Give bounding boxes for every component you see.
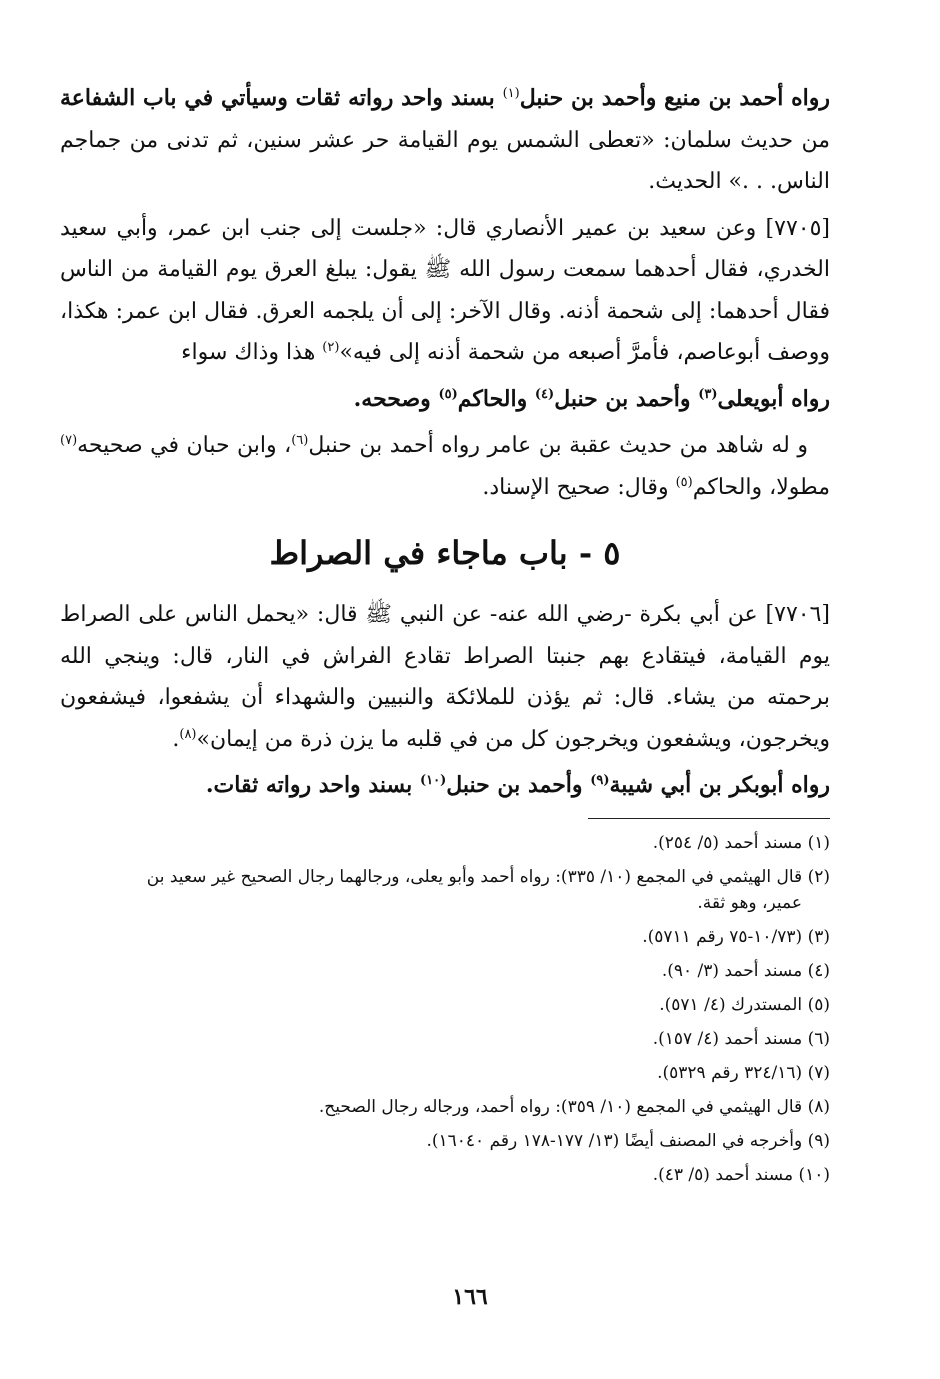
footnote-number: (٦): [807, 1029, 830, 1049]
footnote-text: المستدرك (٤/ ٥٧١).: [659, 995, 808, 1015]
hadith-7706: [60, 594, 830, 760]
footnote-ref[interactable]: (٢): [322, 340, 340, 355]
footnote-text: وأخرجه في المصنف أيضًا (١٣/ ١٧٧-١٧٨ رقم ١٦٠٤٠).: [426, 1131, 808, 1151]
footnote-text: مسند أحمد (٣/ ٩٠).: [661, 961, 808, 981]
bold-text: والحاكم: [457, 385, 535, 412]
paragraph-attribution-3: [60, 765, 830, 807]
footnote-ref[interactable]: (٣): [698, 386, 718, 402]
text: .: [172, 726, 180, 752]
footnote-ref[interactable]: (٥): [438, 386, 458, 402]
footnote-text: قال الهيثمي في المجمع (١٠/ ٣٥٩): رواه أحمد، ورجاله رجال الصحيح.: [318, 1097, 808, 1117]
footnote-number: (٣): [807, 927, 830, 947]
footnote-number: (٥): [807, 995, 830, 1015]
footnote-5: [60, 992, 830, 1018]
text: و له شاهد من حديث عقبة بن عامر رواه أحمد بن حنبل: [308, 433, 808, 458]
text: من حديث سلمان: «تعطى الشمس يوم القيامة حر عشر سنين، ثم تدنى من جماجم الناس. . .» الحديث.: [60, 127, 830, 194]
bold-text: رواه أبوبكر بن أبي شيبة: [609, 772, 830, 798]
text: عن أبي بكرة -رضي الله عنه- عن النبي ﷺ قال: «يحمل الناس على الصراط يوم القيامة، فيتقادع بهم جنبتا الصراط تقادع الفراش في النار، قال: وينجي الله برحمته من يشاء. قال: ثم يؤذن للملائكة والنبيين والشهداء أن يشفعوا، فيشفعون ويخرجون، ويشفعون ويخرجون كل من في قلبه ما يزن ذرة من إيمان»: [60, 602, 830, 752]
footnotes: [60, 830, 830, 1196]
footnote-text: مسند أحمد (٤/ ١٥٧).: [652, 1029, 808, 1049]
footnote-number: (١٠): [798, 1165, 830, 1185]
footnote-text: (١٠/٧٣-٧٥ رقم ٥٧١١).: [642, 927, 808, 947]
chapter-heading: ٥ - باب ماجاء في الصراط: [269, 534, 621, 572]
footnote-text-continued: عمير، وهو ثقة.: [697, 893, 802, 913]
footnote-number: (٢): [807, 867, 830, 887]
text: وقال: صحيح الإسناد.: [482, 474, 676, 500]
footnote-3: [60, 924, 830, 950]
footnote-6: [60, 1026, 830, 1052]
footnote-ref[interactable]: (٦): [291, 433, 309, 448]
bold-text: وأحمد بن حنبل: [554, 385, 699, 412]
paragraph-attribution-1: [60, 78, 830, 203]
hadith-number: [٧٧٠٦]: [765, 602, 830, 627]
footnote-ref[interactable]: (٥): [675, 474, 693, 490]
footnote-4: [60, 958, 830, 984]
page-number: ١٦٦: [452, 1284, 488, 1310]
footnote-text: مسند أحمد (٥/ ٤٣).: [652, 1165, 799, 1185]
paragraph-attribution-2: [60, 379, 830, 421]
footnote-ref[interactable]: (٤): [534, 386, 555, 402]
bold-text: بسند واحد رواته ثقات وسيأتي في باب الشفاعة: [60, 85, 503, 111]
footnote-number: (٩): [807, 1131, 830, 1151]
hadith-number: [٧٧٠٥]: [765, 215, 830, 241]
bold-text: وأحمد بن حنبل: [446, 772, 591, 798]
footnote-1: [60, 830, 830, 856]
footnote-number: (٧): [807, 1063, 830, 1083]
footnote-ref[interactable]: (٧): [60, 433, 78, 448]
paragraph-witness: [60, 425, 830, 508]
footnote-ref[interactable]: (١): [502, 86, 520, 101]
footnote-8: [60, 1094, 830, 1120]
footnote-7: [60, 1060, 830, 1086]
footnote-10: [60, 1162, 830, 1188]
footnote-2: [60, 864, 830, 916]
footnote-9: [60, 1128, 830, 1154]
text: مطولا، والحاكم: [692, 474, 830, 500]
text: هذا وذاك سواء: [181, 340, 323, 365]
hadith-7705: [60, 208, 830, 374]
text: ، وابن حبان في صحيحه: [77, 433, 292, 458]
footnote-number: (٤): [807, 961, 830, 981]
footnote-number: (٨): [807, 1097, 830, 1117]
footnote-text: قال الهيثمي في المجمع (١٠/ ٣٣٥): رواه أحمد وأبو يعلى، ورجالهما رجال الصحيح غير سعيد بن: [146, 867, 808, 887]
text: وعن سعيد بن عمير الأنصاري قال: «جلست إلى جنب ابن عمر، وأبي سعيد الخدري، فقال أحدهما سمعت رسول الله ﷺ يقول: يبلغ العرق يوم القيامة من الناس فقال أحدهما: إلى شحمة أذنه. وقال الآخر: إلى أن يلجمه العرق. فقال ابن عمر: هكذا، ووصف أبوعاصم، فأمرَّ أصبعه من شحمة أذنه إلى فيه»: [60, 215, 830, 365]
footnote-text: مسند أحمد (٥/ ٢٥٤).: [652, 833, 808, 853]
main-text: [60, 78, 830, 807]
footnote-number: (١): [807, 833, 830, 853]
bold-text: رواه أبويعلى: [717, 385, 830, 412]
footnote-ref[interactable]: (٨): [179, 726, 197, 742]
bold-text: رواه أحمد بن منيع وأحمد بن حنبل: [519, 85, 831, 111]
footnote-divider: [588, 818, 830, 819]
bold-text: وصححه.: [353, 385, 439, 412]
bold-text: بسند واحد رواته ثقات.: [205, 772, 420, 798]
footnote-text: (٣٢٤/١٦ رقم ٥٣٢٩).: [657, 1063, 808, 1083]
footnote-ref[interactable]: (٩): [590, 773, 610, 788]
footnote-ref[interactable]: (١٠): [419, 773, 447, 788]
